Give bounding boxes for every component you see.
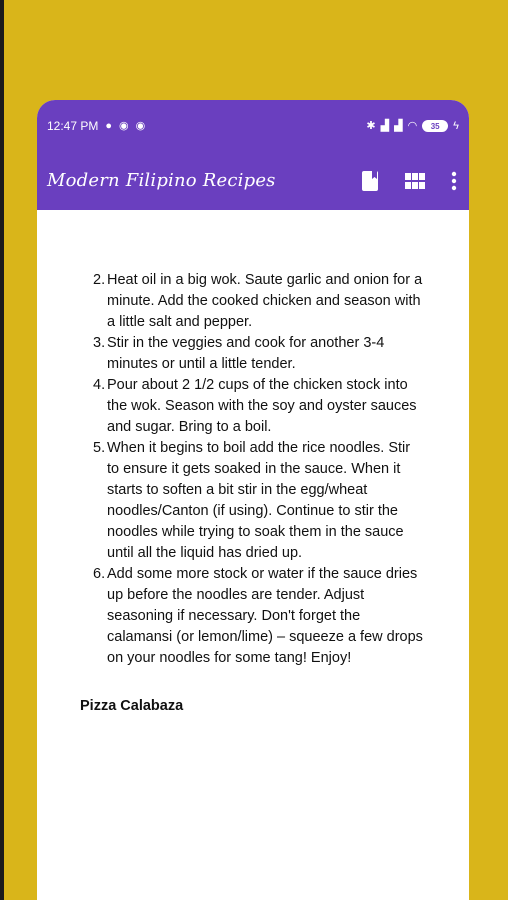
signal-icon-2: ▟	[394, 120, 403, 132]
recipe-content	[37, 210, 469, 717]
battery-icon: 35	[422, 120, 448, 132]
steps-list	[93, 270, 423, 669]
app-title: Modern Filipino Recipes	[47, 170, 276, 191]
status-bar	[37, 100, 469, 152]
app-notification-icon: ◉	[119, 120, 129, 132]
step-number: 3.	[93, 335, 106, 351]
list-item	[93, 438, 423, 564]
step-text: When it begins to boil add the rice noodles. Stir to ensure it gets soaked in the sauce. When it starts to soften a bit stir in the egg/wheat noodles/Canton (if using). Continue to stir the noodles while trying to soak them in the sauce until all the liquid has dried up.	[107, 440, 411, 561]
left-edge	[0, 0, 4, 900]
app-notification-icon-2: ◉	[135, 120, 146, 132]
phone-frame	[37, 100, 469, 900]
step-number: 5.	[93, 440, 106, 456]
bookmark-icon[interactable]	[361, 170, 379, 192]
wifi-icon: ◠	[407, 120, 418, 132]
bluetooth-icon: ✱	[366, 120, 376, 132]
signal-icon: ▟	[380, 120, 390, 132]
step-number: 2.	[93, 272, 106, 288]
step-text: Pour about 2 1/2 cups of the chicken stock into the wok. Season with the soy and oyster sauces and sugar. Bring to a boil.	[107, 377, 417, 435]
more-vert-icon[interactable]	[451, 171, 457, 191]
step-text: Heat oil in a big wok. Saute garlic and onion for a minute. Add the cooked chicken and season with a little salt and pepper.	[107, 272, 423, 330]
app-bar	[37, 151, 469, 210]
step-number: 4.	[93, 377, 106, 393]
step-number: 6.	[93, 566, 106, 582]
list-item	[93, 375, 423, 438]
step-text: Stir in the veggies and cook for another 3-4 minutes or until a little tender.	[107, 335, 385, 372]
list-item	[93, 333, 423, 375]
list-item	[93, 270, 423, 333]
recipe-title: Pizza Calabaza	[80, 698, 184, 714]
charging-icon: ϟ	[453, 120, 459, 132]
status-time: 12:47 PM	[47, 119, 99, 133]
list-item	[93, 564, 423, 669]
notification-icon: ●	[105, 120, 113, 132]
step-text: Add some more stock or water if the sauce dries up before the noodles are tender. Adjust seasoning if necessary. Don't forget the calamansi (or lemon/lime) – squeeze a few drops on your noodles for some tang! Enjoy!	[107, 566, 423, 666]
grid-icon[interactable]	[405, 173, 425, 189]
